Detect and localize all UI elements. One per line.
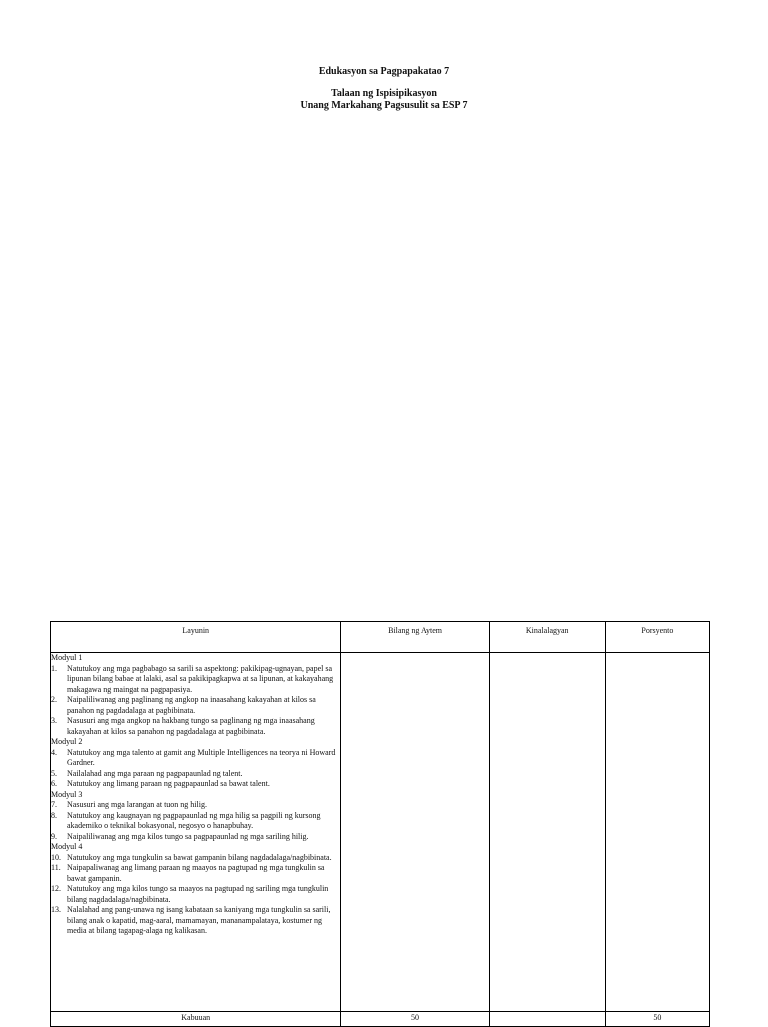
item-text: Nasusuri ang mga larangan at tuon ng hilig. xyxy=(67,800,207,809)
item-number: 13. xyxy=(51,905,61,914)
items-cell xyxy=(341,653,489,1012)
location-cell xyxy=(489,653,605,1012)
total-row xyxy=(51,1012,710,1027)
item-text: Natutukoy ang limang paraan ng pagpapaunlad sa bawat talent. xyxy=(67,779,270,788)
item-text: Naipaliliwanag ang paglinang ng angkop na inaasahang kakayahan at kilos sa panahon ng pagdadalaga at pagbibinata. xyxy=(67,695,316,715)
module-label: Modyul 4 xyxy=(51,842,83,851)
list-item xyxy=(51,716,340,737)
item-number: 3. xyxy=(51,716,57,725)
list-item xyxy=(51,853,340,864)
item-number: 9. xyxy=(51,831,57,841)
total-percent: 50 xyxy=(605,1012,709,1027)
item-text: Natutukoy ang mga pagbabago sa sarili sa aspektong: pakikipag-ugnayan, papel sa lipunan bilang babae at lalaki, asal sa pakikipagkapwa at sa lipunan, at kakayahang makagawa ng maingat na pagpapasiya. xyxy=(67,663,334,694)
item-number: 6. xyxy=(51,779,57,788)
item-text: Natutukoy ang mga kilos tungo sa maayos na pagtupad ng sariling mga tungkulin bilang nagdadalaga/nagbibinata. xyxy=(67,884,329,904)
list-item xyxy=(51,811,340,832)
item-number: 10. xyxy=(51,852,61,862)
col-header-porsyento: Porsyento xyxy=(605,622,709,653)
col-header-bilang: Bilang ng Aytem xyxy=(341,622,489,653)
list-item xyxy=(51,832,340,843)
item-text: Nailalahad ang mga paraan ng pagpapaunlad ng talent. xyxy=(67,768,243,778)
subject-title: Edukasyon sa Pagpapakatao 7 xyxy=(318,66,450,77)
list-item xyxy=(51,695,340,716)
item-text: Natutukoy ang mga tungkulin sa bawat gampanin bilang nagdadalaga/nagbibinata. xyxy=(67,852,332,862)
total-location xyxy=(489,1012,605,1027)
list-item xyxy=(51,748,340,769)
item-text: Nasusuri ang mga angkop na hakbang tungo sa paglinang ng mga inaasahang kakayahan at kilos sa panahon ng pagdadalaga at pagbibinata. xyxy=(67,716,315,736)
col-header-kinalalagyan: Kinalalagyan xyxy=(489,622,605,653)
item-number: 2. xyxy=(51,695,57,704)
list-item xyxy=(51,905,340,937)
table-header-row xyxy=(51,622,710,653)
item-text: Naipapaliwanag ang limang paraan ng maayos na pagtupad ng mga tungkulin sa bawat gampanin. xyxy=(67,863,325,883)
list-item xyxy=(51,863,340,884)
item-number: 11. xyxy=(51,863,61,872)
item-text: Natutukoy ang mga talento at gamit ang Multiple Intelligences na teorya ni Howard Gardner. xyxy=(67,747,336,767)
item-number: 1. xyxy=(51,663,57,673)
total-label: Kabuuan xyxy=(51,1012,341,1027)
item-text: Nalalahad ang pang-unawa ng isang kabataan sa kaniyang mga tungkulin sa sarili, bilang anak o kapatid, mag-aaral, mamamayan, mananampalataya, kostumer ng media at bilang tagapag-alaga ng kalikasan. xyxy=(67,905,331,935)
list-item xyxy=(51,779,340,790)
item-number: 8. xyxy=(51,810,57,820)
list-item xyxy=(51,884,340,905)
item-number: 5. xyxy=(51,768,57,778)
objectives-cell xyxy=(51,653,341,1012)
list-item xyxy=(51,664,340,696)
item-number: 7. xyxy=(51,800,57,809)
module-label: Modyul 1 xyxy=(51,653,83,662)
col-header-layunin: Layunin xyxy=(51,622,341,653)
item-number: 4. xyxy=(51,747,57,757)
module-label: Modyul 2 xyxy=(51,737,83,746)
percent-cell xyxy=(605,653,709,1012)
module-label: Modyul 3 xyxy=(51,789,83,799)
item-number: 12. xyxy=(51,884,61,893)
doc-title: Talaan ng Ispisipikasyon xyxy=(331,88,437,99)
doc-subtitle: Unang Markahang Pagsusulit sa ESP 7 xyxy=(300,100,468,111)
total-items: 50 xyxy=(341,1012,489,1027)
table-body-row xyxy=(51,653,710,1012)
item-text: Natutukoy ang kaugnayan ng pagpapaunlad ng mga hilig sa pagpili ng kursong akademiko o teknikal bokasyonal, negosyo o hanapbuhay. xyxy=(67,810,321,830)
specification-table xyxy=(50,621,710,1027)
document-header xyxy=(0,66,768,112)
list-item xyxy=(51,769,340,780)
list-item xyxy=(51,800,340,811)
item-text: Naipaliliwanag ang mga kilos tungo sa pagpapaunlad ng mga sariling hilig. xyxy=(67,831,309,841)
